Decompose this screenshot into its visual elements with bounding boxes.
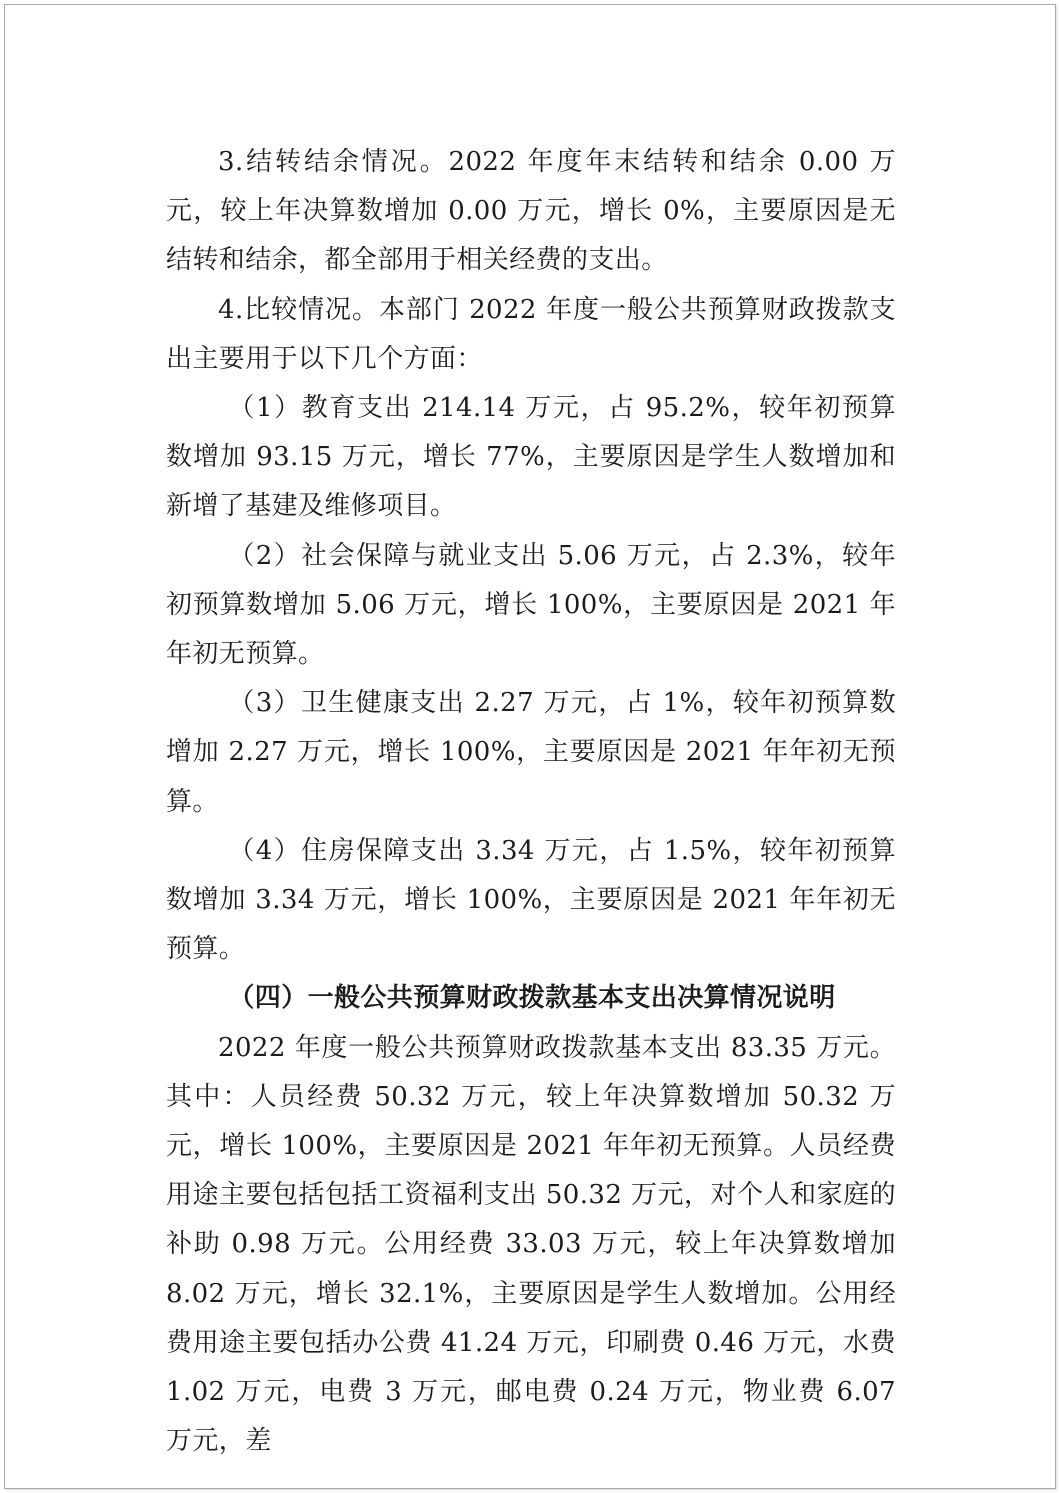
section-heading-basic-expense: （四）一般公共预算财政拨款基本支出决算情况说明 <box>228 983 836 1014</box>
paragraph-comparison: 4.比较情况。本部门 2022 年度一般公共预算财政拨款支出主要用于以下几个方面： <box>166 294 896 374</box>
document-body <box>166 138 896 1466</box>
paragraph-basic-expense-details: 2022 年度一般公共预算财政拨款基本支出 83.35 万元。其中：人员经费 50.32 万元，较上年决算数增加 50.32 万元，增长 100%，主要原因是 2021 年年初无预算。人员经费用途主要包括包括工资福利支出 50.32 万元，对个人和家庭的补助 0.98 万元。公用经费 33.03 万元，较上年决算数增加 8.02 万元，增长 32.1%，主要原因是学生人数增加。公用经费用途主要包括办公费 41.24 万元，印刷费 0.46 万元，水费 1.02 万元，电费 3 万元，邮电费 0.24 万元，物业费 6.07 万元，差 <box>166 1032 896 1457</box>
paragraph-education-expense: （1）教育支出 214.14 万元，占 95.2%，较年初预算数增加 93.15 万元，增长 77%，主要原因是学生人数增加和新增了基建及维修项目。 <box>166 393 896 522</box>
paragraph-health-expense: （3）卫生健康支出 2.27 万元，占 1%，较年初预算数增加 2.27 万元，增长 100%，主要原因是 2021 年年初无预算。 <box>166 688 896 817</box>
paragraph-housing-expense: （4）住房保障支出 3.34 万元，占 1.5%，较年初预算数增加 3.34 万元，增长 100%，主要原因是 2021 年年初无预算。 <box>166 835 896 965</box>
paragraph-carryover-balance: 3.结转结余情况。2022 年度年末结转和结余 0.00 万元，较上年决算数增加 0.00 万元，增长 0%，主要原因是无结转和结余，都全部用于相关经费的支出。 <box>166 147 896 276</box>
paragraph-social-security-expense: （2）社会保障与就业支出 5.06 万元，占 2.3%，较年初预算数增加 5.06 万元，增长 100%，主要原因是 2021 年年初无预算。 <box>166 540 896 670</box>
